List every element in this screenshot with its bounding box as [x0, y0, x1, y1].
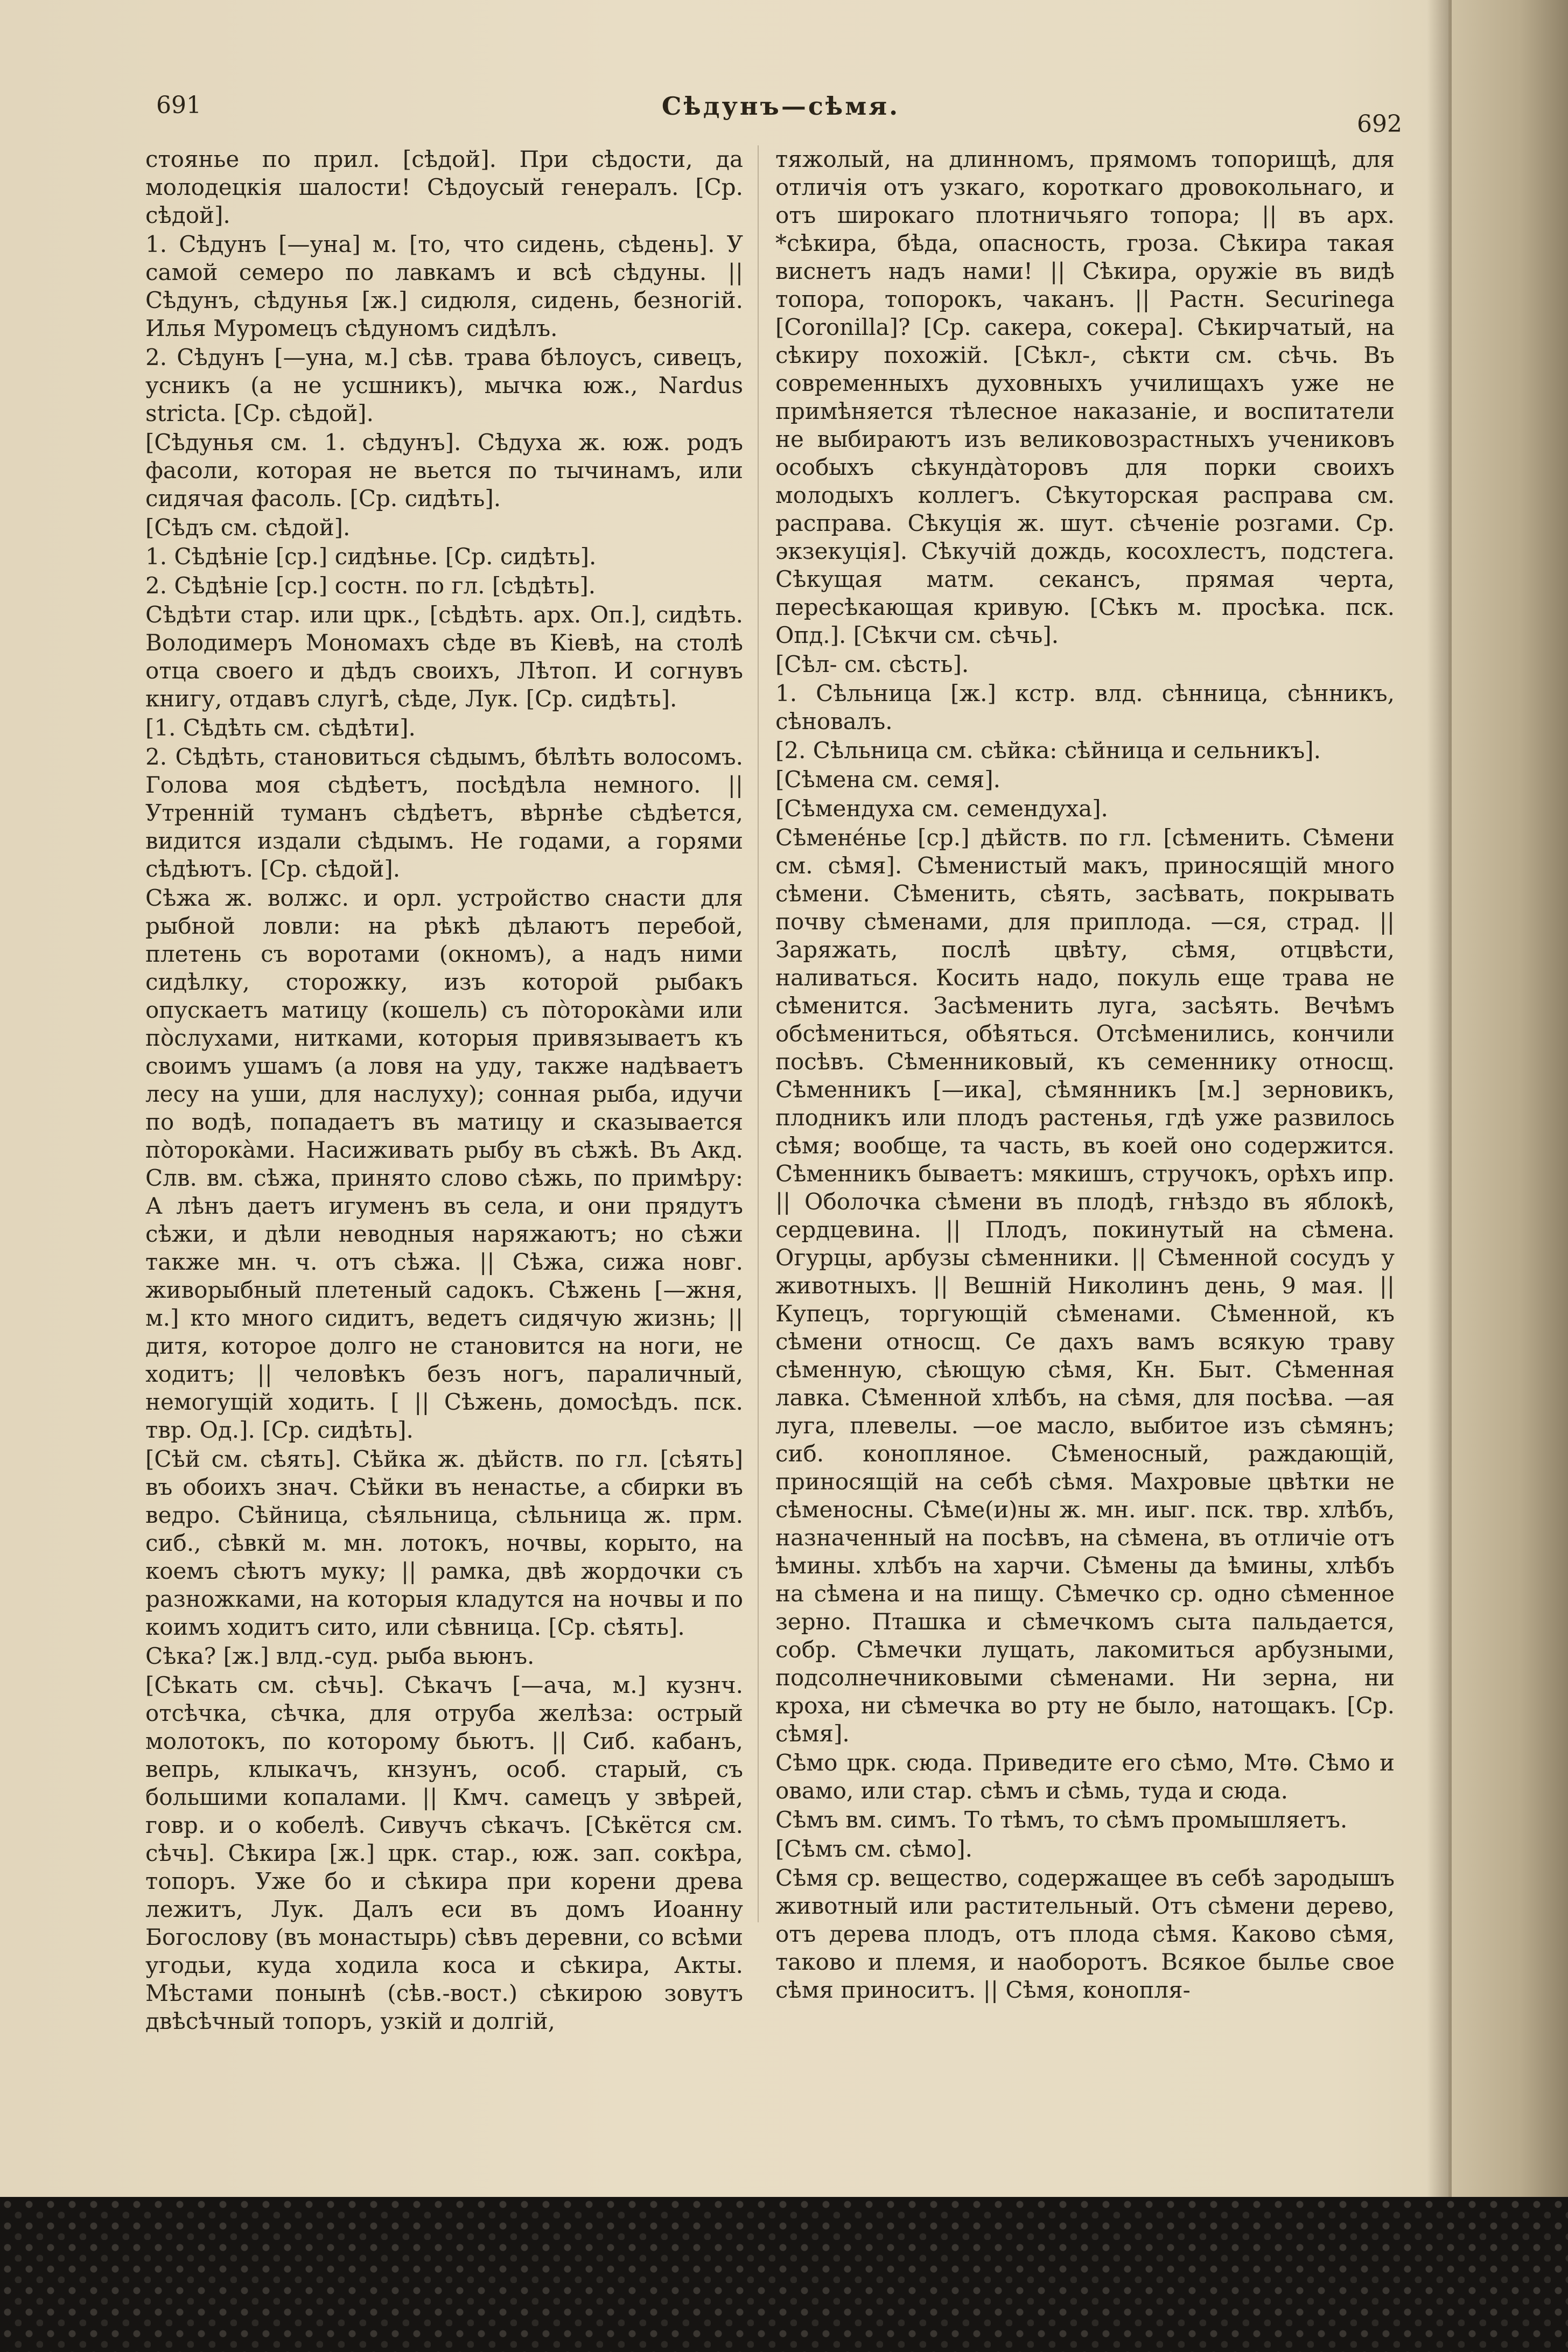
- entry-paragraph: Сѣдѣти стар. или црк., [сѣдѣть. арх. Оп.], сидѣть. Володимеръ Мономахъ сѣде въ Кіевѣ, на столѣ отца своего и дѣдъ своихъ, Лѣтоп. И согнувъ книгу, отдавъ слугѣ, сѣде, Лук. [Ср. сидѣть].: [145, 601, 743, 712]
- running-head: Сѣдунъ—сѣмя.: [661, 92, 900, 121]
- entry-paragraph: Сѣмо црк. сюда. Приведите его сѣмо, Мтѳ. Сѣмо и овамо, или стар. сѣмъ и сѣмь, туда и сюда.: [775, 1749, 1395, 1804]
- entry-paragraph: Сѣмъ вм. симъ. То тѣмъ, то сѣмъ промышляетъ.: [775, 1807, 1348, 1833]
- entry-paragraph: стоянье по прил. [сѣдой]. При сѣдости, да молодецкія шалости! Сѣдоусый генералъ. [Ср. сѣдой].: [145, 146, 743, 228]
- left-column: [145, 145, 743, 2138]
- entry-paragraph: 2. Сѣдунъ [—уна, м.] сѣв. трава бѣлоусъ, сивецъ, усникъ (а не усшникъ), мычка юж., Nardus stricta. [Ср. сѣдой].: [145, 344, 743, 426]
- entry-paragraph: [Сѣкать см. сѣчь]. Сѣкачъ [—ача, м.] кузнч. отсѣчка, сѣчка, для отруба желѣза: острый молотокъ, по которому бьютъ. || Сиб. кабанъ, вепрь, клыкачъ, кнзунъ, особ. старый, съ большими копалами. || Кмч. самецъ у звѣрей, говр. и о кобелѣ. Сивучъ сѣкачъ. [Сѣкётся см. сѣчь]. Сѣкира [ж.] црк. стар., юж. зап. сокѣра, топоръ. Уже бо и сѣкира при корени древа лежитъ, Лук. Далъ еси въ домъ Иоанну Богослову (въ монастырь) сѣвъ деревни, со всѣми угодьи, куда ходила коса и сѣкира, Акты. Мѣстами понынѣ (сѣв.-вост.) сѣкирою зовутъ двѣсѣчный топоръ, узкій и долгій,: [145, 1672, 743, 2034]
- entry-paragraph: [Сѣй см. сѣять]. Сѣйка ж. дѣйств. по гл. [сѣять] въ обоихъ знач. Сѣйки въ ненастье, а сбирки въ ведро. Сѣйница, сѣяльница, сѣльница ж. прм. сиб., сѣвкй м. мн. лотокъ, ночвы, корыто, на коемъ сѣютъ муку; || рамка, двѣ жордочки съ разножками, на которыя кладутся на ночвы и по коимъ ходитъ сито, или сѣвница. [Ср. сѣять].: [145, 1446, 743, 1640]
- column-divider: [758, 145, 759, 1922]
- right-column: [775, 145, 1395, 2138]
- entry-paragraph: [Сѣмъ см. сѣмо].: [775, 1836, 973, 1862]
- page-edge: [1448, 0, 1568, 2197]
- entry-paragraph: Сѣжа ж. волжс. и орл. устройство снасти для рыбной ловли: на рѣкѣ дѣлаютъ перебой, плетень съ воротами (окномъ), а надъ ними сидѣлку, сторожку, изъ которой рыбакъ опускаетъ матицу (кошель) съ пòторокàми или пòслухами, нитками, которыя привязываетъ къ своимъ ушамъ (а ловя на уду, также надѣваетъ лесу на уши, для наслуху); сонная рыба, идучи по водѣ, попадаетъ въ матицу и сказывается пòторокàми. Насиживать рыбу въ сѣжѣ. Въ Акд. Слв. вм. сѣжа, принято слово сѣжь, по примѣру: А лѣнъ даетъ игуменъ въ села, и они прядутъ сѣжи, и дѣли неводныя наряжаютъ; но сѣжи также мн. ч. отъ сѣжа. || Сѣжа, сижа новг. живорыбный плетеный садокъ. Сѣжень [—жня, м.] кто много сидитъ, ведетъ сидячую жизнь; || дитя, которое долго не становится на ноги, не ходитъ; || человѣкъ безъ ногъ, параличный, немогущій ходить. [ || Сѣжень, домосѣдъ. пск. твр. Од.]. [Ср. сидѣть].: [145, 885, 743, 1443]
- entry-paragraph: [1. Сѣдѣть см. сѣдѣти].: [145, 715, 416, 741]
- entry-paragraph: [Сѣдъ см. сѣдой].: [145, 514, 351, 541]
- entry-paragraph: [Сѣмена см. семя].: [775, 766, 1000, 793]
- entry-paragraph: Сѣмя ср. вещество, содержащее въ себѣ зародышъ животный или растительный. Отъ сѣмени дерево, отъ дерева плодъ, отъ плода сѣмя. Каково сѣмя, таково и племя, и наоборотъ. Всякое былье свое сѣмя приноситъ. || Сѣмя, конопля-: [775, 1865, 1395, 2003]
- entry-paragraph: 1. Сѣдѣніе [ср.] сидѣнье. [Ср. сидѣть].: [145, 543, 597, 570]
- entry-paragraph: 2. Сѣдѣть, становиться сѣдымъ, бѣлѣть волосомъ. Голова моя сѣдѣетъ, посѣдѣла немного. || Утренній туманъ сѣдѣетъ, вѣрнѣе сѣдѣется, видится издали сѣдымъ. Не годами, а горями сѣдѣютъ. [Ср. сѣдой].: [145, 744, 743, 882]
- entry-paragraph: 1. Сѣдунъ [—уна] м. [то, что сидень, сѣдень]. У самой семеро по лавкамъ и всѣ сѣдуны. || Сѣдунъ, сѣдунья [ж.] сидюля, сидень, безногій. Илья Муромецъ сѣдуномъ сидѣлъ.: [145, 231, 743, 341]
- entry-paragraph: 1. Сѣльница [ж.] кстр. влд. сѣнница, сѣнникъ, сѣновалъ.: [775, 680, 1395, 734]
- entry-paragraph: [2. Сѣльница см. сѣйка: сѣйница и сельникъ].: [775, 737, 1321, 764]
- page-number-right: 692: [1357, 110, 1402, 138]
- entry-paragraph: [Сѣдунья см. 1. сѣдунъ]. Сѣдуха ж. юж. родъ фасоли, которая не вьется по тычинамъ, или сидячая фасоль. [Ср. сидѣть].: [145, 429, 743, 512]
- entry-paragraph: тяжолый, на длинномъ, прямомъ топорищѣ, для отличія отъ узкаго, короткаго дровокольнаго, и отъ широкаго плотничьяго топора; || въ арх. *сѣкира, бѣда, опасность, гроза. Сѣкира такая виснетъ надъ нами! || Сѣкира, оружіе въ видѣ топора, топорокъ, чаканъ. || Растн. Securinega [Coronilla]? [Ср. сакера, сокера]. Сѣкирчатый, на сѣкиру похожій. [Сѣкл-, сѣкти см. сѣчь. Въ современныхъ духовныхъ училищахъ уже не примѣняется тѣлесное наказаніе, и воспитатели не выбираютъ изъ великовозрастныхъ учениковъ особыхъ сѣкундàторовъ для порки своихъ молодыхъ коллегъ. Сѣкуторская расправа см. расправа. Сѣкуція ж. шут. сѣченіе розгами. Ср. экзекуція]. Сѣкучій дождь, косохлестъ, подстега. Сѣкущая матм. секансъ, прямая черта, пересѣкающая кривую. [Сѣкъ м. просѣка. пск. Опд.]. [Сѣкчи см. сѣчь].: [775, 146, 1395, 648]
- fold-shadow: [1427, 0, 1452, 2197]
- entry-paragraph: [Сѣл- см. сѣсть].: [775, 651, 969, 677]
- entry-paragraph: [Сѣмендуха см. семендуха].: [775, 795, 1108, 822]
- entry-paragraph: 2. Сѣдѣніе [ср.] состн. по гл. [сѣдѣть].: [145, 572, 596, 599]
- entry-paragraph: Сѣка? [ж.] влд.-суд. рыба вьюнъ.: [145, 1643, 535, 1669]
- background-fabric: [0, 2197, 1568, 2352]
- entry-paragraph: Сѣменéнье [ср.] дѣйств. по гл. [сѣменить. Сѣмени см. сѣмя]. Сѣменистый макъ, приносящій много сѣмени. Сѣменить, сѣять, засѣвать, покрывать почву сѣменами, для приплода. —ся, страд. || Заряжать, послѣ цвѣту, сѣмя, отцвѣсти, наливаться. Косить надо, покуль еще трава не сѣменится. Засѣменить луга, засѣять. Вечѣмъ обсѣмениться, обѣяться. Отсѣменились, кончили посѣвъ. Сѣменниковый, къ семеннику относщ. Сѣменникъ [—ика], сѣмянникъ [м.] зерновикъ, плодникъ или плодъ растенья, гдѣ уже развилось сѣмя; вообще, та часть, въ коей оно содержится. Сѣменникъ бываетъ: мякишъ, стручокъ, орѣхъ ипр. || Оболочка сѣмени въ плодѣ, гнѣздо въ яблокѣ, сердцевина. || Плодъ, покинутый на сѣмена. Огурцы, арбузы сѣменники. || Сѣменной сосудъ у животныхъ. || Вешній Николинъ день, 9 мая. || Купецъ, торгующій сѣменами. Сѣменной, къ сѣмени относщ. Се дахъ вамъ всякую траву сѣменную, сѣющую сѣмя, Кн. Быт. Сѣменная лавка. Сѣменной хлѣбъ, на сѣмя, для посѣва. —ая луга, плевелы. —ое масло, выбитое изъ сѣмянъ; сиб. конопляное. Сѣменосный, раждающій, приносящій на себѣ сѣмя. Махровые цвѣтки не сѣменосны. Сѣме(и)ны ж. мн. иыг. пск. твр. хлѣбъ, назначенный на посѣвъ, на сѣмена, въ отличіе отъ ѣмины. хлѣбъ на харчи. Сѣмены да ѣмины, хлѣбъ на сѣмена и на пищу. Сѣмечко ср. одно сѣменное зерно. Пташка и сѣмечкомъ сыта пальдается, собр. Сѣмечки лущать, лакомиться арбузными, подсолнечниковыми сѣменами. Ни зерна, ни кроха, ни сѣмечка во рту не было, натощакъ. [Ср. сѣмя].: [775, 824, 1395, 1747]
- page-number-left: 691: [156, 92, 201, 119]
